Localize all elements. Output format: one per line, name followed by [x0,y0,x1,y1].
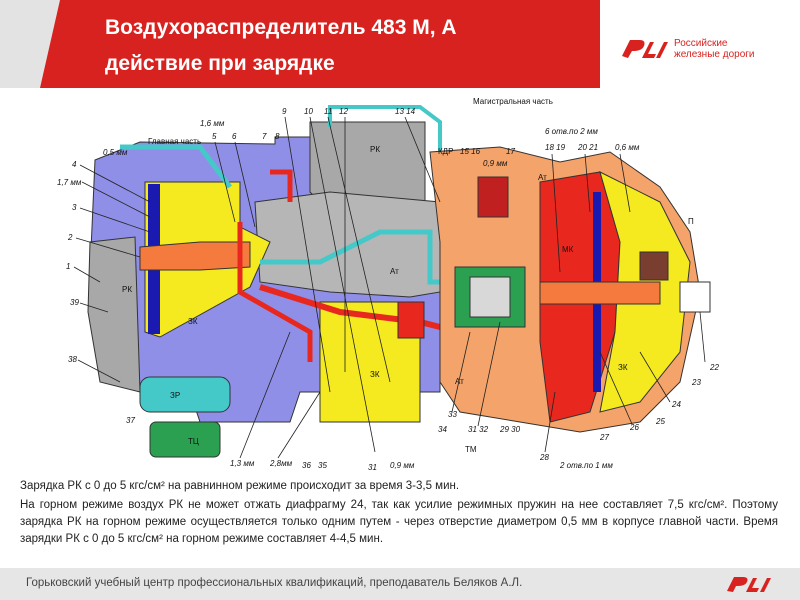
callout-11: 11 [324,107,333,116]
callout-1516: 15 16 [460,147,481,156]
kdr-valve [478,177,508,217]
air-distributor-diagram [0,92,800,472]
callout-09mm-top: 0,9 мм [483,159,508,168]
callout-1314: 13 14 [395,107,416,116]
callout-10: 10 [304,107,313,116]
callout-06mm: 0,6 мм [615,143,640,152]
callout-6otv: 6 отв.по 2 мм [545,127,598,136]
label-at1: Ат [390,267,399,276]
label-tm: ТМ [465,445,477,454]
callout-36: 36 [302,461,311,470]
callout-35: 35 [318,461,327,470]
callout-4: 4 [72,160,77,169]
callout-1: 1 [66,262,71,271]
label-zk-left: ЗК [188,317,198,326]
description-paragraph-1: Зарядка РК с 0 до 5 кгс/см² на равнинном режиме происходит за время 3-3,5 мин. [20,480,460,492]
label-at3: Ат [455,377,464,386]
callout-6: 6 [232,132,237,141]
callout-39: 39 [70,298,79,307]
callout-05mm-left: 0,5 мм [103,148,128,157]
red-spring-valve [398,302,424,338]
rzd-footer-logo-icon [724,573,774,595]
callout-23: 23 [692,378,701,387]
valve-insert [470,277,510,317]
label-at2: Ат [538,173,547,182]
label-zk-center: ЗК [370,370,380,379]
callout-28mm: 2,8мм [270,459,293,468]
center-housing [255,192,440,297]
tc-cylinder [150,422,220,457]
description-paragraph-2: На горном режиме воздух РК не может отжать диафрагму 24, так как усилие режимных пружин на нее составляет 7,5 кгс/см². Поэтому зарядка РК на горном режиме осуществляется только одним путем - через отверстие диаметром 0,5 мм в корпусе главной части. Время зарядки РК с 0 до 5 кгс/см² на горном режиме составляет 4-4,5 мин. [20,499,778,545]
main-piston [140,242,250,270]
callout-37: 37 [126,416,135,425]
label-zr: ЗР [170,391,181,400]
callout-12: 12 [339,107,348,116]
rzd-logo-text [674,38,754,60]
callout-28: 28 [540,453,549,462]
callout-5: 5 [212,132,217,141]
callout-34: 34 [438,425,447,434]
callout-38: 38 [68,355,77,364]
section-main-label: Главная часть [148,137,202,146]
rzd-logo [620,36,754,62]
callout-1819: 18 19 [545,143,566,152]
footer-bar [0,568,800,600]
callout-25: 25 [656,417,665,426]
callout-17mm: 1,7 мм [57,178,82,187]
label-mk: МК [562,245,574,254]
left-housing [88,237,140,392]
callout-13mm: 1,3 мм [230,459,255,468]
callout-33: 33 [448,410,457,419]
logo-line-1: Российские [674,38,728,49]
callout-2021: 20 21 [578,143,599,152]
zr-reservoir [140,377,230,412]
label-rk-top: РК [370,145,380,154]
callout-3: 3 [72,203,77,212]
callout-9: 9 [282,107,287,116]
callout-26: 26 [630,423,639,432]
callout-22: 22 [710,363,719,372]
callout-17: 17 [506,147,515,156]
description-text [20,478,778,550]
label-zk-right: ЗК [618,363,628,372]
callout-09mm-bottom: 0,9 мм [390,461,415,470]
label-kdr: КДР [438,147,454,156]
callout-8: 8 [275,132,280,141]
callout-31: 31 [368,463,377,472]
callout-27: 27 [600,433,609,442]
right-plug [680,282,710,312]
callout-16mm: 1,6 мм [200,119,225,128]
trunk-piston [540,282,660,304]
callout-3132: 31 32 [468,425,489,434]
rzd-logo-icon [620,36,668,62]
callout-24: 24 [672,400,681,409]
label-tc: ТЦ [188,437,199,446]
section-trunk-label: Магистральная часть [473,97,553,106]
page-title: Воздухораспределитель 483 М, А [105,16,457,39]
callout-2otv: 2 отв.по 1 мм [560,461,613,470]
label-rk-left: РК [122,285,132,294]
callout-7: 7 [262,132,267,141]
page-subtitle: действие при зарядке [105,52,335,75]
callout-2: 2 [68,233,73,242]
logo-line-2: железные дороги [674,49,755,60]
brown-block [640,252,668,280]
callout-2930: 29 30 [500,425,521,434]
label-p: П [688,217,694,226]
footer-text: Горьковский учебный центр профессиональных квалификаций, преподаватель Беляков А.Л. [26,577,523,589]
